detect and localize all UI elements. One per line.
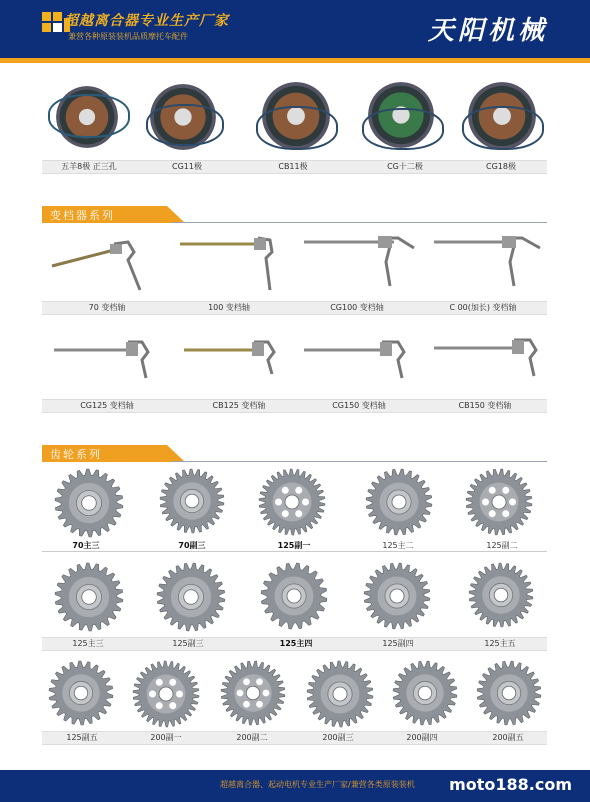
caption: CB125 变档轴 — [212, 401, 266, 410]
gear-image — [362, 562, 432, 630]
footer-text: 超越离合器、起动电机专业生产厂家/兼营各类原装装机 — [220, 780, 415, 789]
gear-image — [130, 660, 202, 728]
gear-image — [156, 468, 228, 534]
stator-image — [146, 78, 222, 154]
gear-image — [304, 660, 376, 728]
shift-row-1 — [42, 232, 547, 298]
shift-shaft-image — [302, 232, 422, 294]
shift-shaft-image — [52, 334, 152, 388]
footer-banner — [0, 770, 590, 802]
gear-image — [474, 660, 544, 726]
caption: CG18极 — [486, 162, 516, 171]
gear-image — [54, 562, 124, 632]
gear-image — [256, 468, 328, 536]
caption: 200副一 — [150, 733, 182, 742]
shift-section-header — [42, 206, 547, 223]
gear-image — [216, 660, 290, 726]
section-title: 变档器系列 — [50, 209, 115, 222]
gear-caption-bar-3 — [42, 731, 547, 745]
caption: 200副四 — [406, 733, 438, 742]
divider — [42, 551, 547, 552]
caption: 125主五 — [484, 639, 516, 648]
caption: 125主四 — [279, 639, 313, 648]
caption: 200副三 — [322, 733, 354, 742]
caption: 70副三 — [178, 541, 206, 550]
stator-row — [42, 78, 547, 158]
shift-caption-bar-2 — [42, 399, 547, 413]
caption: 125主三 — [72, 639, 104, 648]
caption: 125副三 — [172, 639, 204, 648]
company-name: 天阳机械 — [427, 16, 548, 46]
gear-section-header — [42, 445, 547, 462]
caption: C 00(加长) 变档轴 — [449, 303, 517, 312]
shift-shaft-image — [432, 232, 546, 294]
gear-image — [466, 562, 536, 628]
header-stripe — [0, 58, 590, 63]
shift-shaft-image — [182, 334, 282, 388]
caption: 70 变档轴 — [88, 303, 126, 312]
gear-row-2 — [42, 562, 547, 636]
caption: 125副五 — [66, 733, 98, 742]
caption: 125副二 — [486, 541, 518, 550]
gear-image — [156, 562, 226, 632]
caption: CG11极 — [172, 162, 202, 171]
watermark: moto188.com — [449, 775, 572, 794]
caption: 200副二 — [236, 733, 268, 742]
header-banner — [0, 0, 590, 58]
section-title: 齿轮系列 — [50, 448, 102, 461]
stator-image — [256, 78, 336, 154]
gear-image — [260, 562, 328, 630]
gear-image — [390, 660, 460, 726]
caption: 100 变档轴 — [208, 303, 250, 312]
shift-row-2 — [42, 334, 547, 390]
gear-image — [364, 468, 434, 536]
gear-image — [46, 660, 116, 726]
stator-image — [462, 78, 542, 154]
caption: 五羊8极 正三孔 — [61, 162, 117, 171]
gear-row-3 — [42, 660, 547, 730]
gear-caption-bar-2 — [42, 637, 547, 651]
stator-caption-bar — [42, 160, 547, 174]
caption: CG150 变档轴 — [332, 401, 386, 410]
shift-shaft-image — [48, 232, 158, 294]
caption: CG100 变档轴 — [330, 303, 384, 312]
caption: 125主二 — [382, 541, 414, 550]
stator-image — [48, 78, 128, 154]
caption: CB11极 — [278, 162, 308, 171]
brand-title: 超越离合器专业生产厂家 — [64, 13, 229, 29]
caption: 125副一 — [277, 541, 311, 550]
caption: 125副四 — [382, 639, 414, 648]
caption: CB150 变档轴 — [458, 401, 512, 410]
gear-image — [54, 468, 124, 538]
shift-shaft-image — [432, 334, 542, 388]
caption: 70主三 — [72, 541, 100, 550]
caption: CG十二极 — [387, 162, 423, 171]
stator-image — [362, 78, 442, 154]
shift-shaft-image — [302, 334, 412, 388]
shift-caption-bar-1 — [42, 301, 547, 315]
gear-row-1 — [42, 468, 547, 540]
shift-shaft-image — [178, 232, 278, 294]
brand-subtitle: 兼营各种原装装机品质摩托车配件 — [68, 32, 188, 41]
gear-image — [462, 468, 536, 536]
caption: CG125 变档轴 — [80, 401, 134, 410]
caption: 200副五 — [492, 733, 524, 742]
